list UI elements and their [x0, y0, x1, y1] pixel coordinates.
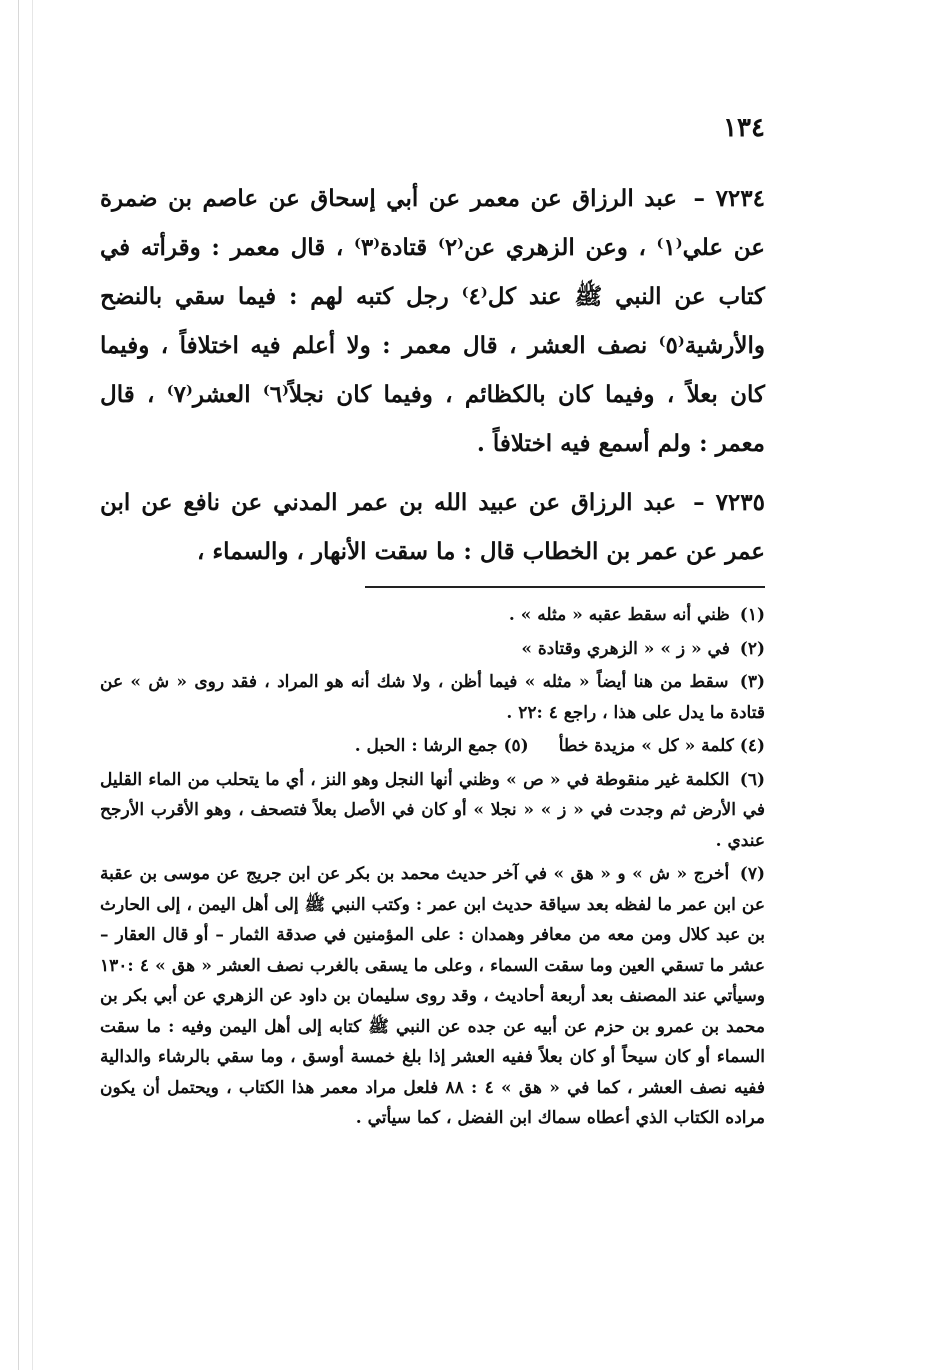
footnote-marker: (٤) — [739, 736, 765, 756]
page-number: ١٣٤ — [723, 113, 765, 143]
footnote-text: جمع الرشا : الحبل . — [354, 736, 498, 756]
footnote-marker: (٧) — [739, 864, 765, 884]
footnote-6 — [100, 765, 765, 857]
page-edge-line — [32, 0, 33, 1370]
footnote-1 — [100, 600, 765, 631]
hadith-number: ٧٢٣٥ – — [693, 489, 765, 516]
footnote-marker: (١) — [739, 605, 765, 625]
footnote-7 — [100, 859, 765, 1134]
footnote-row-4-5 — [100, 731, 765, 762]
footnote-marker: (٥) — [503, 736, 529, 756]
footnote-3 — [100, 667, 765, 728]
footnote-5 — [355, 731, 529, 762]
page-edge-line — [18, 0, 19, 1370]
hadith-text: عبد الرزاق عن معمر عن أبي إسحاق عن عاصم بن ضمرة عن علي⁽١⁾ ، وعن الزهري عن⁽٢⁾ قتادة⁽٣⁾ ، قال معمر : وقرأته في كتاب عن النبي ﷺ عند كل⁽٤⁾ رجل كتبه لهم : فيما سقي بالنضح والأرشية⁽٥⁾ نصف العشر ، قال معمر : ولا أعلم فيه اختلافاً ، وفيما كان بعلاً ، وفيما كان بالكظائم ، وفيما كان نجلاً⁽٦⁾ العشر⁽٧⁾ ، قال معمر : ولم أسمع فيه اختلافاً . — [100, 185, 765, 457]
footnote-2 — [100, 634, 765, 665]
footnote-text: أخرج « ش » و « هق » في آخر حديث محمد بن بكر عن ابن جريج عن موسى بن عقبة عن ابن عمر ما لفظه بعد سياقة حديث ابن عمر : وكتب النبي ﷺ إلى أهل اليمن ، إلى الحارث بن عبد كلال ومن معه من معافر وهمدان : على المؤمنين في صدقة الثمار – أو قال العقار – عشر ما تسقي العين وما سقت السماء ، وعلى ما يسقى بالغرب نصف العشر « هق » ٤ :١٣٠ وسيأتي عند المصنف بعد أربعة أحاديث ، وقد روى سليمان بن داود عن الزهري عن أبي بكر بن محمد بن عمرو بن حزم عن أبيه عن جده عن النبي ﷺ كتابه إلى أهل اليمن وفيه : ما سقت السماء أو كان سيحاً أو كان بعلاً ففيه العشر إذا بلغ خمسة أوسق ، وما سقي بالرشاء والدالية ففيه نصف العشر ، كما في « هق » ٤ : ٨٨ فلعل مراد معمر هذا الكتاب ، ويحتمل أن يكون مراده الكتاب الذي أعطاه سماك ابن الفضل ، كما سيأتي . — [100, 864, 765, 1128]
hadith-7235 — [100, 478, 765, 576]
footnote-divider — [365, 586, 765, 588]
footnote-marker: (٣) — [739, 672, 765, 692]
footnote-text: الكلمة غير منقوطة في « ص » وظني أنها النجل وهو النز ، أي ما يتحلب من الماء القليل في الأرض ثم وجدت في « ز » « نجلا » أو كان في الأصل بعلاً فتصحف ، وهو الأقرب الأرجح عندي . — [100, 769, 765, 851]
footnote-text: كلمة « كل » مزيدة خطأ — [558, 736, 734, 756]
hadith-text: عبد الرزاق عن عبيد الله بن عمر المدني عن نافع عن ابن عمر عن عمر بن الخطاب قال : ما سقت الأنهار ، والسماء ، — [100, 489, 765, 565]
footnote-marker: (٦) — [739, 769, 765, 790]
footnote-text: في « ز » « الزهري وقتادة » — [521, 638, 730, 659]
hadith-number: ٧٢٣٤ – — [693, 185, 765, 212]
document-page — [100, 110, 765, 1137]
hadith-7234 — [100, 174, 765, 468]
footnote-4 — [559, 731, 765, 762]
footnote-text: ظني أنه سقط عقبه « مثله » . — [508, 605, 730, 625]
footnote-text: سقط من هنا أيضاً « مثله » فيما أظن ، ولا شك أنه هو المراد ، فقد روى « ش » عن قتادة ما يدل على هذا ، راجع ٤ :٢٢ . — [100, 672, 765, 723]
footnote-marker: (٢) — [739, 638, 765, 659]
footnotes — [100, 600, 765, 1134]
